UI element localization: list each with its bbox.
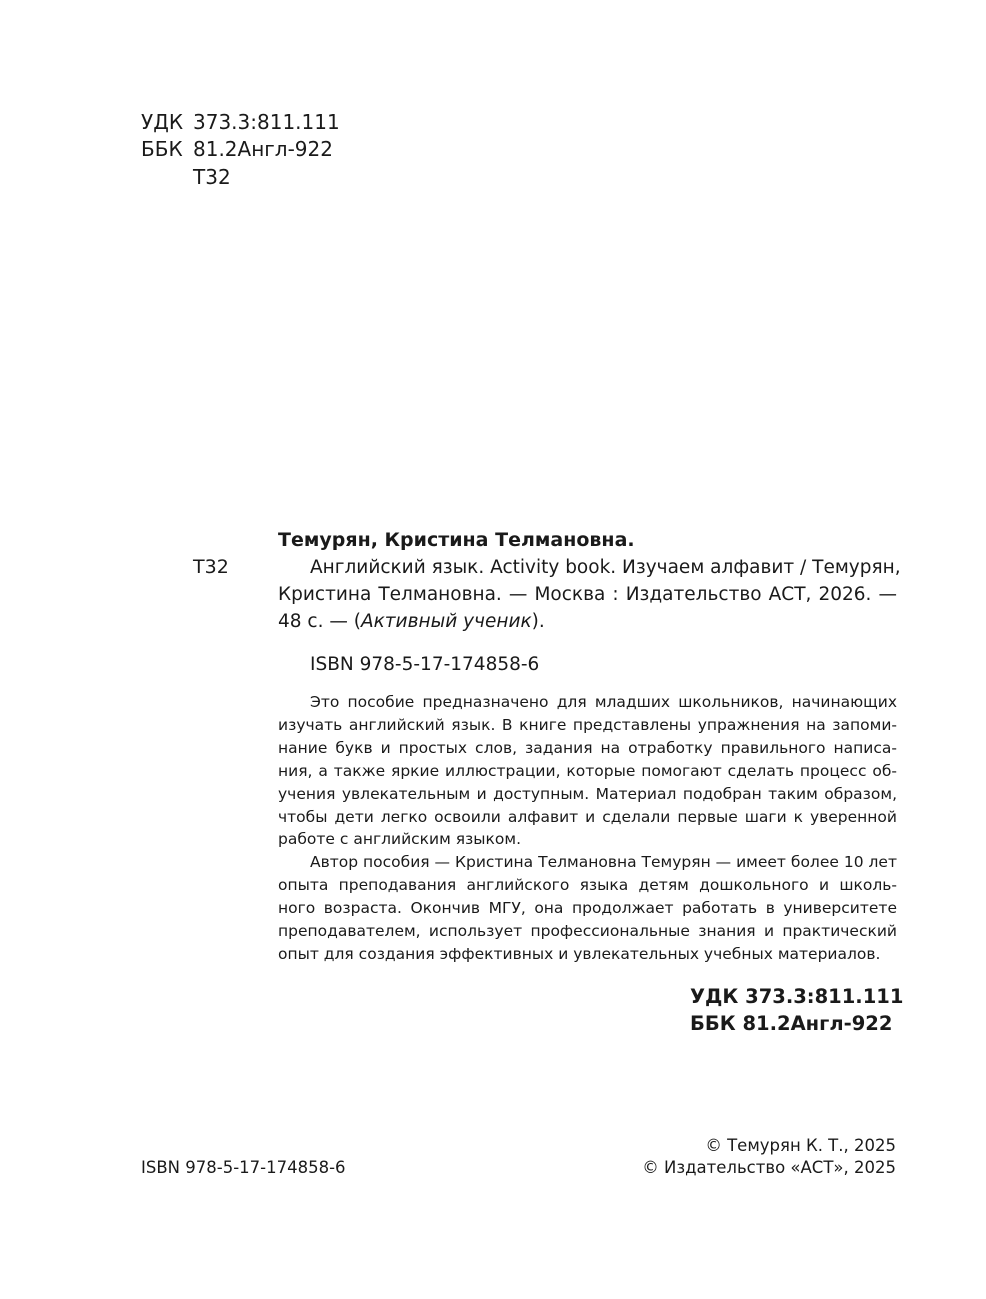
annotation-paragraph-1 (278, 691, 897, 851)
annotation-line: преподавателем, использует профессиональные знания и практический (278, 921, 897, 940)
annotation-line: Это пособие предназначено для младших школьников, начинающих (310, 693, 897, 711)
author-mark-top: Т32 (193, 165, 231, 189)
bbk-top (141, 136, 333, 162)
bbk-bold: ББК 81.2Англ-922 (690, 1012, 893, 1035)
series-title: Активный ученик (360, 611, 532, 632)
bbk-label: ББК (141, 137, 183, 161)
annotation-line: опыта преподавания английского языка детям дошкольного и школь- (278, 875, 897, 894)
annotation-line: ного возраста. Окончив МГУ, она продолжает работать в университете (278, 898, 897, 917)
bib-line-1: Английский язык. Activity book. Изучаем алфавит / Темурян, (310, 557, 901, 578)
udk-value: 373.3:811.111 (193, 110, 340, 134)
bib-line-3-prefix: 48 с. — ( (278, 611, 361, 632)
udk-label: УДК (141, 110, 184, 134)
annotation-line: ния, а также яркие иллюстрации, которые помогают сделать процесс об- (278, 761, 897, 780)
bib-line-3-suffix: ). (531, 611, 545, 632)
author-heading: Темурян, Кристина Телмановна. (278, 529, 635, 551)
copyright-author: © Темурян К. Т., 2025 (705, 1136, 896, 1155)
annotation-line: опыт для создания эффективных и увлекательных учебных материалов. (278, 944, 881, 963)
annotation-line: изучать английский язык. В книге представлены упражнения на запоми- (278, 715, 897, 734)
isbn-record: ISBN 978-5-17-174858-6 (310, 654, 540, 675)
udk-top (141, 109, 340, 135)
annotation-line: чтобы дети легко освоили алфавит и сделали первые шаги к уверенной (278, 807, 897, 826)
bib-line-2: Кристина Телмановна. — Москва : Издательство АСТ, 2026. — (278, 584, 897, 605)
annotation-line: учения увлекательным и доступным. Материал подобран таким образом, (278, 784, 897, 803)
annotation-line: работе с английским языком. (278, 830, 521, 849)
copyright-publisher: © Издательство «АСТ», 2025 (642, 1158, 896, 1177)
annotation-paragraph-2 (278, 851, 897, 966)
annotation-line: нание букв и простых слов, задания на отработку правильного написа- (278, 738, 897, 757)
author-mark: Т32 (193, 556, 229, 578)
annotation-line: Автор пособия — Кристина Телмановна Темурян — имеет более 10 лет (310, 853, 897, 871)
bbk-value: 81.2Англ-922 (193, 137, 333, 161)
bib-line-3 (278, 611, 545, 632)
udk-bold: УДК 373.3:811.111 (690, 985, 904, 1008)
isbn-footer: ISBN 978-5-17-174858-6 (141, 1158, 346, 1177)
